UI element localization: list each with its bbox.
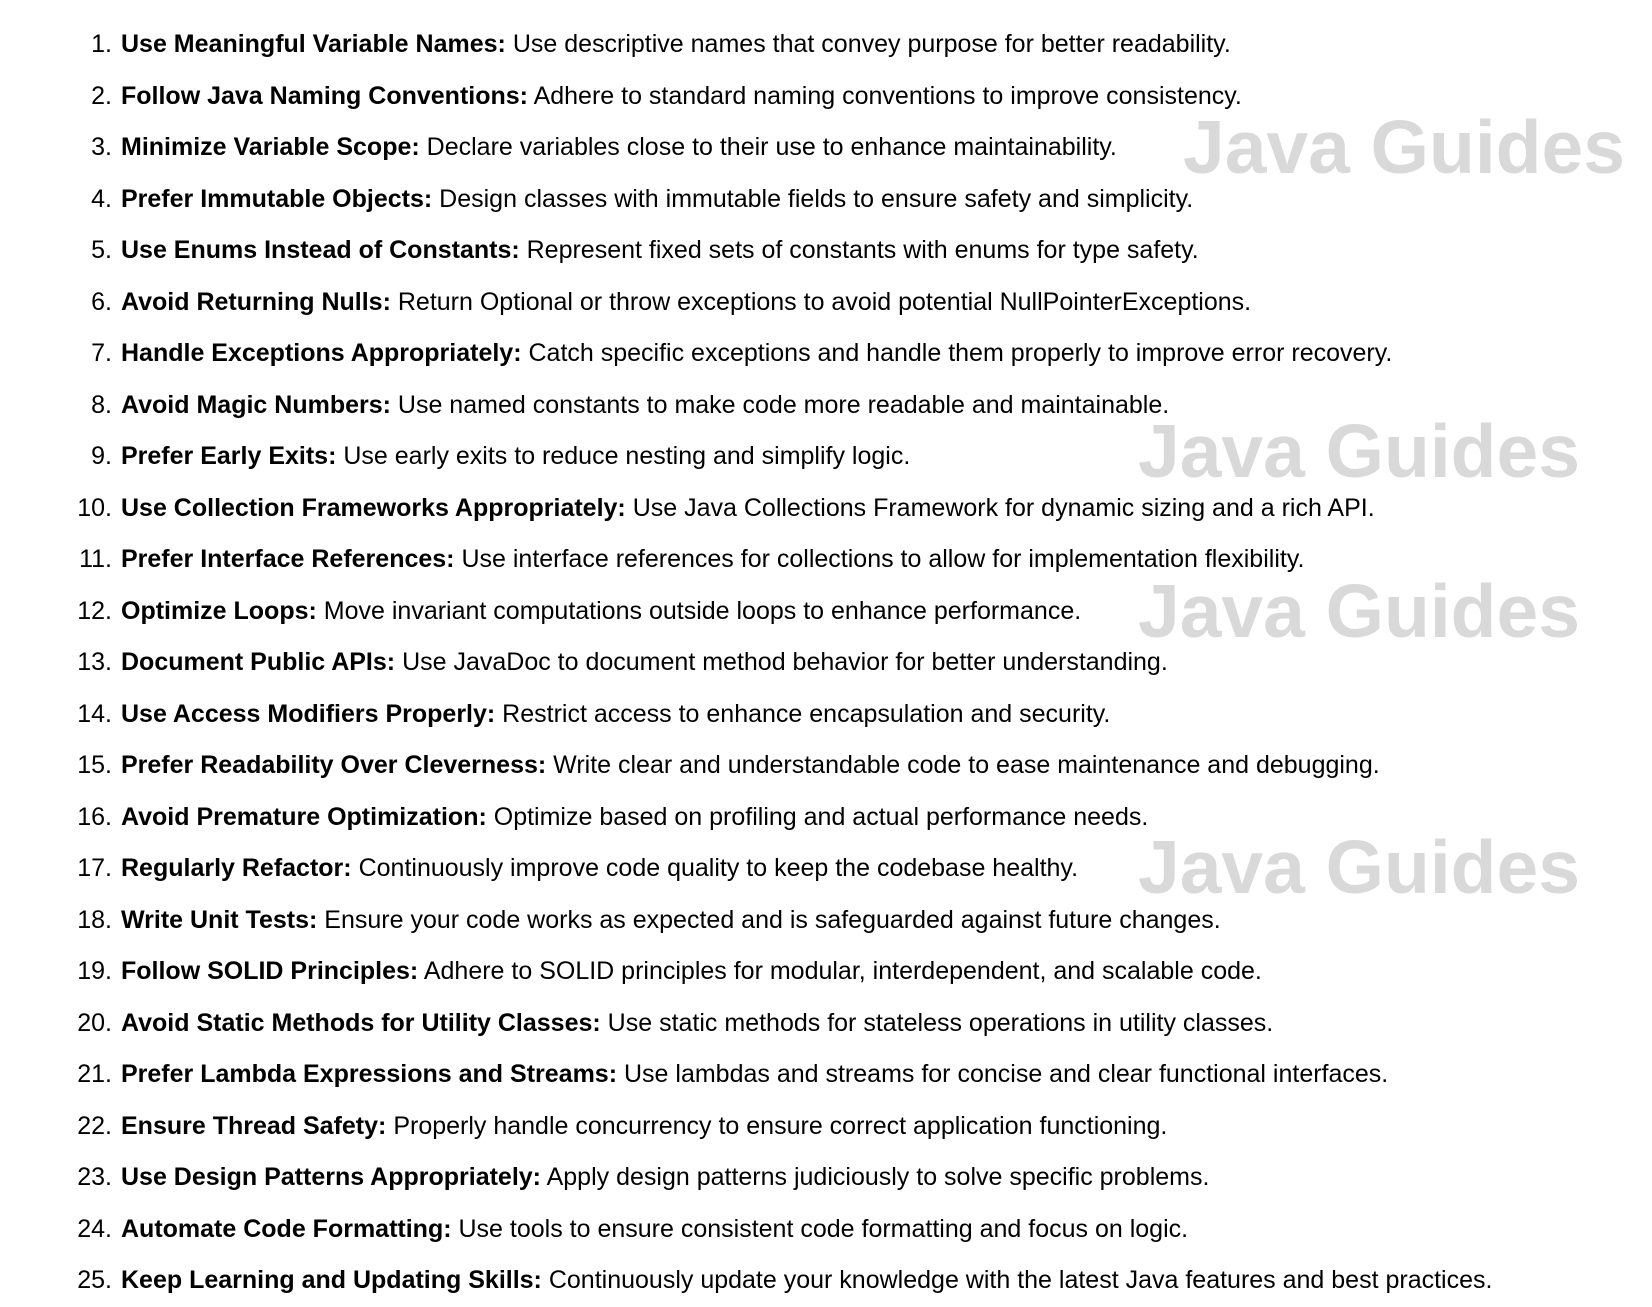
list-item-number: 8. <box>91 390 112 419</box>
list-item-content <box>121 586 1081 638</box>
list-item-description: Use early exits to reduce nesting and simplify logic. <box>343 442 911 470</box>
list-item-description: Move invariant computations outside loops to enhance performance. <box>323 596 1082 625</box>
list-item-title: Avoid Returning Nulls: <box>121 287 391 316</box>
list-item-number: 11. <box>79 545 112 573</box>
list-item-title: Follow Java Naming Conventions: <box>121 81 528 110</box>
list-item-title: Use Collection Frameworks Appropriately: <box>121 493 626 522</box>
list-item-content <box>121 1101 1167 1153</box>
watermark: Java Guides <box>1138 569 1580 653</box>
list-item <box>0 431 1652 483</box>
list-item <box>0 1255 1652 1307</box>
list-item-content <box>121 792 1148 844</box>
list-item-description: Return Optional or throw exceptions to avoid potential NullPointerExceptions. <box>397 287 1252 316</box>
list-item-number: 24. <box>77 1214 112 1243</box>
list-item <box>0 1101 1652 1153</box>
list-item-number: 16. <box>77 802 112 831</box>
list-item-number: 4. <box>91 184 112 213</box>
list-item-number: 25. <box>77 1266 112 1294</box>
list-item-content <box>121 483 1375 535</box>
list-item-number: 21. <box>77 1060 112 1088</box>
list-item-description: Ensure your code works as expected and is safeguarded against future changes. <box>324 905 1221 934</box>
list-item-description: Write clear and understandable code to ease maintenance and debugging. <box>553 751 1380 779</box>
list-item-title: Document Public APIs: <box>121 648 396 676</box>
list-item-content <box>121 1255 1492 1307</box>
list-item-content <box>121 637 1168 689</box>
list-item-description: Use lambdas and streams for concise and clear functional interfaces. <box>623 1060 1389 1088</box>
list-item-content <box>121 1204 1188 1256</box>
list-item-content <box>121 122 1117 174</box>
list-item-content <box>121 174 1193 226</box>
list-item <box>0 586 1652 638</box>
list-item-number: 23. <box>77 1163 112 1191</box>
list-item-content <box>121 1152 1209 1204</box>
list-item-title: Prefer Readability Over Cleverness: <box>121 751 547 779</box>
watermark: Java Guides <box>1183 105 1625 189</box>
list-item <box>0 277 1652 329</box>
list-item-description: Properly handle concurrency to ensure correct application functioning. <box>393 1111 1168 1140</box>
list-item <box>0 843 1652 895</box>
list-item-content <box>121 998 1273 1050</box>
list-item-number: 7. <box>91 339 112 367</box>
list-item-content <box>121 895 1221 947</box>
list-item-description: Use Java Collections Framework for dynamic sizing and a rich API. <box>632 493 1375 522</box>
list-item-number: 15. <box>77 751 112 779</box>
list-item-description: Declare variables close to their use to enhance maintainability. <box>426 133 1117 161</box>
list-item <box>0 534 1652 586</box>
list-item-number: 3. <box>91 133 112 161</box>
watermark: Java Guides <box>1138 409 1580 493</box>
list-item-title: Follow SOLID Principles: <box>121 957 419 985</box>
best-practices-list <box>0 19 1652 1307</box>
list-item-title: Avoid Magic Numbers: <box>121 390 391 419</box>
list-item-description: Restrict access to enhance encapsulation and security. <box>502 699 1111 728</box>
list-item-content <box>121 328 1392 380</box>
list-item-title: Handle Exceptions Appropriately: <box>121 339 522 367</box>
list-item-description: Represent fixed sets of constants with enums for type safety. <box>526 236 1199 264</box>
list-item <box>0 483 1652 535</box>
list-item-title: Write Unit Tests: <box>121 905 318 934</box>
list-item <box>0 225 1652 277</box>
list-item-description: Continuously update your knowledge with the latest Java features and best practices. <box>548 1266 1493 1294</box>
list-item-content <box>121 689 1110 741</box>
watermark: Java Guides <box>1138 825 1580 909</box>
list-item <box>0 328 1652 380</box>
list-item-number: 13. <box>77 648 112 676</box>
list-item-content <box>121 534 1304 586</box>
list-item-number: 1. <box>91 30 112 58</box>
list-item-title: Prefer Immutable Objects: <box>121 184 433 213</box>
list-item <box>0 1204 1652 1256</box>
list-item-number: 2. <box>91 81 112 110</box>
list-item <box>0 946 1652 998</box>
list-item-number: 12. <box>77 596 112 625</box>
list-item-description: Continuously improve code quality to keep the codebase healthy. <box>358 854 1079 882</box>
list-item <box>0 1152 1652 1204</box>
list-item-number: 18. <box>77 905 112 934</box>
list-item-content <box>121 225 1199 277</box>
list-item <box>0 174 1652 226</box>
list-item-title: Prefer Interface References: <box>121 545 455 573</box>
list-item-title: Use Meaningful Variable Names: <box>121 30 506 58</box>
list-item-description: Use named constants to make code more readable and maintainable. <box>397 390 1170 419</box>
list-item-title: Avoid Premature Optimization: <box>121 802 487 831</box>
list-item-content <box>121 1049 1388 1101</box>
list-item-title: Minimize Variable Scope: <box>121 133 420 161</box>
list-item-title: Prefer Lambda Expressions and Streams: <box>121 1060 618 1088</box>
list-item-number: 19. <box>77 957 112 985</box>
list-item <box>0 19 1652 71</box>
list-item-number: 5. <box>91 236 112 264</box>
list-item-description: Adhere to standard naming conventions to improve consistency. <box>533 81 1242 110</box>
list-item <box>0 380 1652 432</box>
list-item-content <box>121 843 1078 895</box>
list-item <box>0 740 1652 792</box>
list-item-title: Use Access Modifiers Properly: <box>121 699 496 728</box>
list-item-number: 17. <box>77 854 112 882</box>
list-item-description: Design classes with immutable fields to ensure safety and simplicity. <box>439 184 1194 213</box>
list-item-number: 10. <box>77 493 112 522</box>
list-item-title: Use Design Patterns Appropriately: <box>121 1163 542 1191</box>
list-item-content <box>121 740 1380 792</box>
list-item <box>0 895 1652 947</box>
list-item-title: Avoid Static Methods for Utility Classes: <box>121 1008 601 1037</box>
list-item <box>0 637 1652 689</box>
list-item-content <box>121 380 1169 432</box>
list-item-title: Use Enums Instead of Constants: <box>121 236 520 264</box>
list-item <box>0 1049 1652 1101</box>
list-item <box>0 122 1652 174</box>
list-item-content <box>121 431 910 483</box>
list-item-number: 20. <box>77 1008 112 1037</box>
list-item-description: Catch specific exceptions and handle them properly to improve error recovery. <box>528 339 1393 367</box>
list-item-number: 9. <box>91 442 112 470</box>
list-item-description: Use tools to ensure consistent code formatting and focus on logic. <box>458 1214 1189 1243</box>
list-item-title: Optimize Loops: <box>121 596 317 625</box>
list-item-description: Use interface references for collections to allow for implementation flexibility. <box>461 545 1305 573</box>
list-item-title: Keep Learning and Updating Skills: <box>121 1266 542 1294</box>
list-item-title: Ensure Thread Safety: <box>121 1111 387 1140</box>
list-item-description: Optimize based on profiling and actual performance needs. <box>493 802 1149 831</box>
list-item-content <box>121 71 1242 123</box>
list-item-number: 14. <box>77 699 112 728</box>
list-item <box>0 71 1652 123</box>
list-item-description: Adhere to SOLID principles for modular, interdependent, and scalable code. <box>423 957 1262 985</box>
list-item-content <box>121 19 1231 71</box>
list-item-title: Prefer Early Exits: <box>121 442 337 470</box>
list-item-description: Apply design patterns judiciously to solve specific problems. <box>546 1163 1210 1191</box>
list-item-description: Use descriptive names that convey purpose for better readability. <box>512 30 1231 58</box>
list-item <box>0 689 1652 741</box>
list-item-title: Automate Code Formatting: <box>121 1214 452 1243</box>
list-item-description: Use JavaDoc to document method behavior for better understanding. <box>402 648 1168 676</box>
list-item-number: 22. <box>77 1111 112 1140</box>
list-item-number: 6. <box>91 287 112 316</box>
list-item-content <box>121 277 1251 329</box>
list-item-title: Regularly Refactor: <box>121 854 352 882</box>
list-item-description: Use static methods for stateless operations in utility classes. <box>607 1008 1274 1037</box>
list-item <box>0 792 1652 844</box>
list-item-content <box>121 946 1262 998</box>
list-item <box>0 998 1652 1050</box>
